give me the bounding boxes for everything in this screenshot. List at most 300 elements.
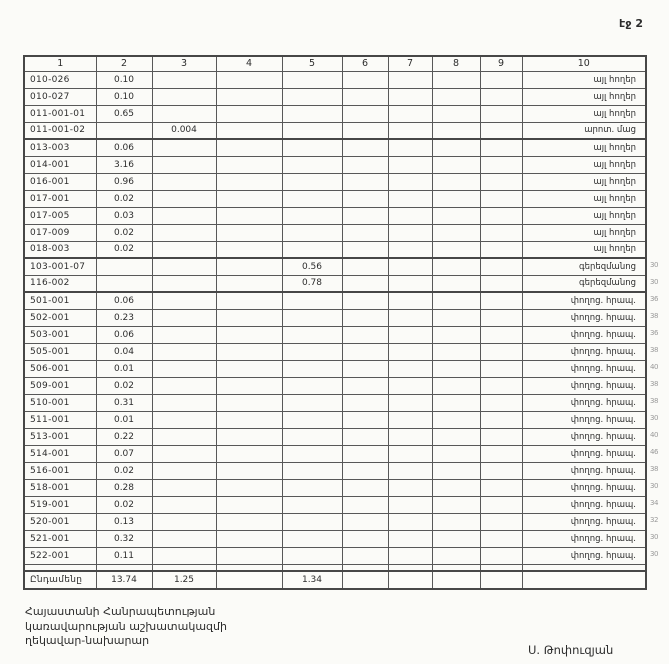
column-header: 5 bbox=[282, 56, 342, 71]
table-row bbox=[24, 479, 646, 496]
value-cell bbox=[480, 547, 522, 564]
value-cell bbox=[342, 309, 388, 326]
value-cell bbox=[216, 275, 282, 292]
value-cell bbox=[216, 224, 282, 241]
value-cell bbox=[152, 377, 216, 394]
value-cell bbox=[432, 479, 480, 496]
value-cell bbox=[480, 139, 522, 156]
margin-mark: 38 bbox=[650, 380, 658, 388]
value-cell: 0.03 bbox=[96, 207, 152, 224]
value-cell bbox=[342, 224, 388, 241]
value-cell bbox=[152, 190, 216, 207]
value-cell bbox=[216, 326, 282, 343]
value-cell bbox=[282, 309, 342, 326]
value-cell: 0.56 bbox=[282, 258, 342, 275]
value-cell: 0.06 bbox=[96, 139, 152, 156]
value-cell bbox=[342, 275, 388, 292]
value-cell bbox=[480, 360, 522, 377]
value-cell: 0.31 bbox=[96, 394, 152, 411]
value-cell bbox=[342, 326, 388, 343]
land-type-cell: այլ հողեր bbox=[522, 173, 646, 190]
value-cell bbox=[282, 105, 342, 122]
value-cell bbox=[152, 241, 216, 258]
value-cell bbox=[480, 326, 522, 343]
value-cell bbox=[152, 411, 216, 428]
code-cell: 510-001 bbox=[24, 394, 96, 411]
value-cell bbox=[432, 224, 480, 241]
table-row bbox=[24, 394, 646, 411]
value-cell bbox=[480, 394, 522, 411]
table-body bbox=[24, 71, 646, 589]
margin-mark: 30 bbox=[650, 533, 658, 541]
value-cell bbox=[282, 88, 342, 105]
value-cell bbox=[282, 207, 342, 224]
value-cell bbox=[480, 377, 522, 394]
code-cell: 514-001 bbox=[24, 445, 96, 462]
column-header: 7 bbox=[388, 56, 432, 71]
value-cell bbox=[388, 360, 432, 377]
value-cell bbox=[480, 513, 522, 530]
value-cell bbox=[480, 88, 522, 105]
value-cell bbox=[216, 343, 282, 360]
value-cell bbox=[432, 309, 480, 326]
value-cell bbox=[342, 88, 388, 105]
value-cell bbox=[480, 258, 522, 275]
value-cell bbox=[432, 190, 480, 207]
signature-line-3: ղեկավար-նախարար bbox=[25, 634, 150, 648]
land-type-cell: փողոց. հրապ. bbox=[522, 377, 646, 394]
table-row bbox=[24, 105, 646, 122]
margin-mark: 38 bbox=[650, 397, 658, 405]
code-cell: 011-001-02 bbox=[24, 122, 96, 139]
value-cell bbox=[152, 156, 216, 173]
value-cell bbox=[480, 173, 522, 190]
value-cell bbox=[432, 411, 480, 428]
value-cell bbox=[282, 190, 342, 207]
value-cell bbox=[480, 479, 522, 496]
value-cell bbox=[432, 462, 480, 479]
value-cell bbox=[342, 547, 388, 564]
value-cell bbox=[152, 428, 216, 445]
value-cell bbox=[388, 122, 432, 139]
value-cell bbox=[152, 224, 216, 241]
value-cell bbox=[388, 394, 432, 411]
table-row bbox=[24, 173, 646, 190]
table-row bbox=[24, 462, 646, 479]
value-cell bbox=[342, 343, 388, 360]
code-cell: 017-001 bbox=[24, 190, 96, 207]
value-cell bbox=[342, 513, 388, 530]
value-cell bbox=[96, 564, 152, 571]
value-cell bbox=[282, 564, 342, 571]
code-cell: 017-005 bbox=[24, 207, 96, 224]
value-cell bbox=[480, 241, 522, 258]
code-cell: 103-001-07 bbox=[24, 258, 96, 275]
land-type-cell: այլ հողեր bbox=[522, 88, 646, 105]
value-cell bbox=[432, 326, 480, 343]
value-cell: 0.06 bbox=[96, 326, 152, 343]
value-cell bbox=[282, 479, 342, 496]
value-cell: 0.07 bbox=[96, 445, 152, 462]
margin-mark: 30 bbox=[650, 550, 658, 558]
value-cell bbox=[388, 207, 432, 224]
table-row bbox=[24, 224, 646, 241]
value-cell bbox=[432, 88, 480, 105]
table-row bbox=[24, 258, 646, 275]
value-cell bbox=[388, 156, 432, 173]
value-cell: 3.16 bbox=[96, 156, 152, 173]
value-cell bbox=[388, 190, 432, 207]
value-cell bbox=[96, 122, 152, 139]
land-type-cell: փողոց. հրապ. bbox=[522, 530, 646, 547]
land-type-cell: այլ հողեր bbox=[522, 207, 646, 224]
value-cell bbox=[216, 462, 282, 479]
land-type-cell bbox=[522, 564, 646, 571]
value-cell bbox=[388, 173, 432, 190]
value-cell bbox=[480, 105, 522, 122]
value-cell: 0.02 bbox=[96, 241, 152, 258]
value-cell bbox=[480, 343, 522, 360]
value-cell: 0.02 bbox=[96, 496, 152, 513]
value-cell bbox=[216, 309, 282, 326]
land-type-cell: արոտ. մաց bbox=[522, 122, 646, 139]
value-cell bbox=[388, 445, 432, 462]
value-cell: 0.23 bbox=[96, 309, 152, 326]
value-cell bbox=[282, 496, 342, 513]
table-row bbox=[24, 496, 646, 513]
value-cell bbox=[342, 173, 388, 190]
value-cell bbox=[432, 122, 480, 139]
value-cell bbox=[480, 445, 522, 462]
value-cell: 0.96 bbox=[96, 173, 152, 190]
value-cell bbox=[432, 343, 480, 360]
value-cell bbox=[480, 564, 522, 571]
code-cell: 502-001 bbox=[24, 309, 96, 326]
column-header: 6 bbox=[342, 56, 388, 71]
land-type-cell: փողոց. հրապ. bbox=[522, 496, 646, 513]
margin-mark: 36 bbox=[650, 329, 658, 337]
value-cell bbox=[480, 571, 522, 589]
code-cell: 016-001 bbox=[24, 173, 96, 190]
value-cell bbox=[152, 394, 216, 411]
value-cell bbox=[152, 479, 216, 496]
code-cell: 521-001 bbox=[24, 530, 96, 547]
value-cell bbox=[152, 513, 216, 530]
land-type-cell bbox=[522, 571, 646, 589]
value-cell bbox=[216, 360, 282, 377]
table-row bbox=[24, 411, 646, 428]
column-header: 3 bbox=[152, 56, 216, 71]
value-cell bbox=[152, 326, 216, 343]
value-cell bbox=[432, 139, 480, 156]
value-cell bbox=[282, 377, 342, 394]
value-cell bbox=[388, 309, 432, 326]
value-cell bbox=[216, 207, 282, 224]
value-cell bbox=[388, 241, 432, 258]
value-cell: 0.04 bbox=[96, 343, 152, 360]
value-cell bbox=[152, 71, 216, 88]
code-cell: 520-001 bbox=[24, 513, 96, 530]
margin-mark: 30 bbox=[650, 482, 658, 490]
value-cell bbox=[216, 292, 282, 309]
table-row bbox=[24, 88, 646, 105]
value-cell: 0.02 bbox=[96, 190, 152, 207]
value-cell bbox=[216, 88, 282, 105]
value-cell bbox=[432, 496, 480, 513]
value-cell: 0.78 bbox=[282, 275, 342, 292]
signature-block bbox=[25, 605, 227, 649]
table-row bbox=[24, 275, 646, 292]
value-cell bbox=[152, 88, 216, 105]
value-cell bbox=[216, 513, 282, 530]
margin-mark: 38 bbox=[650, 346, 658, 354]
value-cell bbox=[216, 377, 282, 394]
page-number-label: էջ 2 bbox=[619, 17, 643, 30]
value-cell bbox=[480, 428, 522, 445]
code-cell bbox=[24, 564, 96, 571]
value-cell bbox=[388, 139, 432, 156]
value-cell bbox=[432, 428, 480, 445]
value-cell bbox=[282, 71, 342, 88]
value-cell bbox=[282, 241, 342, 258]
spacer-row bbox=[24, 564, 646, 571]
land-type-cell: փողոց. հրապ. bbox=[522, 547, 646, 564]
value-cell bbox=[432, 360, 480, 377]
value-cell bbox=[342, 258, 388, 275]
code-cell: 501-001 bbox=[24, 292, 96, 309]
value-cell bbox=[432, 173, 480, 190]
land-type-cell: փողոց. հրապ. bbox=[522, 394, 646, 411]
code-cell: 516-001 bbox=[24, 462, 96, 479]
value-cell: 0.65 bbox=[96, 105, 152, 122]
value-cell bbox=[388, 326, 432, 343]
total-row bbox=[24, 571, 646, 589]
value-cell bbox=[282, 360, 342, 377]
code-cell: 010-027 bbox=[24, 88, 96, 105]
land-type-cell: այլ հողեր bbox=[522, 105, 646, 122]
land-type-cell: փողոց. հրապ. bbox=[522, 428, 646, 445]
value-cell: 0.28 bbox=[96, 479, 152, 496]
table-row bbox=[24, 71, 646, 88]
value-cell: 0.01 bbox=[96, 411, 152, 428]
land-type-cell: փողոց. հրապ. bbox=[522, 445, 646, 462]
code-cell: 509-001 bbox=[24, 377, 96, 394]
value-cell bbox=[216, 445, 282, 462]
value-cell bbox=[342, 207, 388, 224]
value-cell bbox=[432, 207, 480, 224]
land-type-cell: այլ հողեր bbox=[522, 139, 646, 156]
value-cell bbox=[216, 173, 282, 190]
value-cell: 0.32 bbox=[96, 530, 152, 547]
land-type-cell: այլ հողեր bbox=[522, 190, 646, 207]
value-cell bbox=[342, 360, 388, 377]
margin-mark: 30 bbox=[650, 278, 658, 286]
value-cell bbox=[342, 71, 388, 88]
value-cell bbox=[388, 343, 432, 360]
code-cell: 522-001 bbox=[24, 547, 96, 564]
value-cell bbox=[216, 190, 282, 207]
column-header: 2 bbox=[96, 56, 152, 71]
table-row bbox=[24, 292, 646, 309]
value-cell: 1.34 bbox=[282, 571, 342, 589]
table-header bbox=[24, 56, 646, 71]
land-type-cell: փողոց. հրապ. bbox=[522, 360, 646, 377]
value-cell: 0.10 bbox=[96, 88, 152, 105]
value-cell bbox=[480, 292, 522, 309]
value-cell bbox=[432, 377, 480, 394]
table-row bbox=[24, 156, 646, 173]
value-cell bbox=[388, 462, 432, 479]
value-cell bbox=[342, 394, 388, 411]
code-cell: 513-001 bbox=[24, 428, 96, 445]
value-cell bbox=[342, 292, 388, 309]
value-cell bbox=[432, 275, 480, 292]
value-cell bbox=[216, 258, 282, 275]
column-header: 8 bbox=[432, 56, 480, 71]
value-cell: 0.01 bbox=[96, 360, 152, 377]
value-cell bbox=[152, 207, 216, 224]
value-cell bbox=[216, 411, 282, 428]
value-cell bbox=[282, 513, 342, 530]
table-row bbox=[24, 190, 646, 207]
land-type-cell: գերեզմանոց bbox=[522, 275, 646, 292]
land-type-cell: փողոց. հրապ. bbox=[522, 326, 646, 343]
value-cell bbox=[342, 564, 388, 571]
code-cell: 013-003 bbox=[24, 139, 96, 156]
value-cell bbox=[152, 445, 216, 462]
value-cell bbox=[282, 547, 342, 564]
value-cell bbox=[342, 462, 388, 479]
value-cell bbox=[388, 564, 432, 571]
value-cell bbox=[216, 496, 282, 513]
value-cell bbox=[432, 156, 480, 173]
margin-mark: 30 bbox=[650, 414, 658, 422]
value-cell bbox=[432, 564, 480, 571]
value-cell bbox=[388, 428, 432, 445]
land-type-cell: փողոց. հրապ. bbox=[522, 479, 646, 496]
value-cell bbox=[388, 105, 432, 122]
value-cell bbox=[480, 190, 522, 207]
table-row bbox=[24, 241, 646, 258]
margin-mark: 36 bbox=[650, 295, 658, 303]
value-cell bbox=[342, 428, 388, 445]
value-cell bbox=[480, 224, 522, 241]
land-type-cell: այլ հողեր bbox=[522, 241, 646, 258]
value-cell bbox=[388, 88, 432, 105]
value-cell bbox=[216, 241, 282, 258]
value-cell bbox=[152, 173, 216, 190]
value-cell bbox=[96, 258, 152, 275]
land-type-cell: փողոց. հրապ. bbox=[522, 513, 646, 530]
value-cell: 0.13 bbox=[96, 513, 152, 530]
code-cell: 014-001 bbox=[24, 156, 96, 173]
code-cell: 018-003 bbox=[24, 241, 96, 258]
table-row bbox=[24, 513, 646, 530]
value-cell bbox=[388, 479, 432, 496]
table-row bbox=[24, 326, 646, 343]
value-cell bbox=[342, 479, 388, 496]
value-cell bbox=[152, 360, 216, 377]
code-cell: 017-009 bbox=[24, 224, 96, 241]
value-cell bbox=[432, 258, 480, 275]
value-cell bbox=[282, 428, 342, 445]
table-row bbox=[24, 428, 646, 445]
value-cell bbox=[480, 71, 522, 88]
value-cell bbox=[216, 394, 282, 411]
value-cell: 0.06 bbox=[96, 292, 152, 309]
value-cell bbox=[282, 462, 342, 479]
value-cell bbox=[216, 122, 282, 139]
value-cell bbox=[216, 479, 282, 496]
header-row bbox=[24, 56, 646, 71]
value-cell: 0.02 bbox=[96, 377, 152, 394]
value-cell bbox=[388, 496, 432, 513]
value-cell bbox=[432, 292, 480, 309]
value-cell: 0.10 bbox=[96, 71, 152, 88]
table-row bbox=[24, 360, 646, 377]
column-header: 10 bbox=[522, 56, 646, 71]
value-cell bbox=[388, 547, 432, 564]
land-type-cell: այլ հողեր bbox=[522, 156, 646, 173]
value-cell bbox=[342, 496, 388, 513]
value-cell bbox=[152, 343, 216, 360]
margin-mark: 30 bbox=[650, 261, 658, 269]
value-cell: 0.02 bbox=[96, 224, 152, 241]
value-cell bbox=[480, 122, 522, 139]
value-cell bbox=[342, 122, 388, 139]
value-cell bbox=[282, 343, 342, 360]
value-cell bbox=[216, 105, 282, 122]
margin-mark: 40 bbox=[650, 431, 658, 439]
value-cell bbox=[432, 445, 480, 462]
signature-line-2: կառավարության աշխատակազմի bbox=[25, 619, 227, 633]
value-cell: 0.004 bbox=[152, 122, 216, 139]
value-cell bbox=[152, 105, 216, 122]
value-cell bbox=[342, 156, 388, 173]
value-cell bbox=[342, 241, 388, 258]
value-cell bbox=[388, 71, 432, 88]
value-cell bbox=[152, 530, 216, 547]
code-cell: 010-026 bbox=[24, 71, 96, 88]
value-cell bbox=[342, 411, 388, 428]
code-cell: 116-002 bbox=[24, 275, 96, 292]
value-cell bbox=[480, 275, 522, 292]
value-cell bbox=[480, 530, 522, 547]
value-cell bbox=[216, 156, 282, 173]
value-cell: 1.25 bbox=[152, 571, 216, 589]
value-cell bbox=[388, 513, 432, 530]
margin-mark: 46 bbox=[650, 448, 658, 456]
land-type-cell: փողոց. հրապ. bbox=[522, 309, 646, 326]
code-cell: 518-001 bbox=[24, 479, 96, 496]
value-cell bbox=[432, 241, 480, 258]
value-cell bbox=[152, 258, 216, 275]
value-cell bbox=[282, 326, 342, 343]
land-type-cell: փողոց. հրապ. bbox=[522, 411, 646, 428]
value-cell bbox=[282, 139, 342, 156]
code-cell: 503-001 bbox=[24, 326, 96, 343]
code-cell: Ընդամենը bbox=[24, 571, 96, 589]
value-cell bbox=[480, 462, 522, 479]
value-cell bbox=[216, 564, 282, 571]
value-cell bbox=[432, 394, 480, 411]
code-cell: 011-001-01 bbox=[24, 105, 96, 122]
land-table-wrapper bbox=[23, 55, 669, 590]
value-cell bbox=[216, 547, 282, 564]
value-cell bbox=[216, 571, 282, 589]
value-cell bbox=[342, 139, 388, 156]
value-cell bbox=[388, 530, 432, 547]
